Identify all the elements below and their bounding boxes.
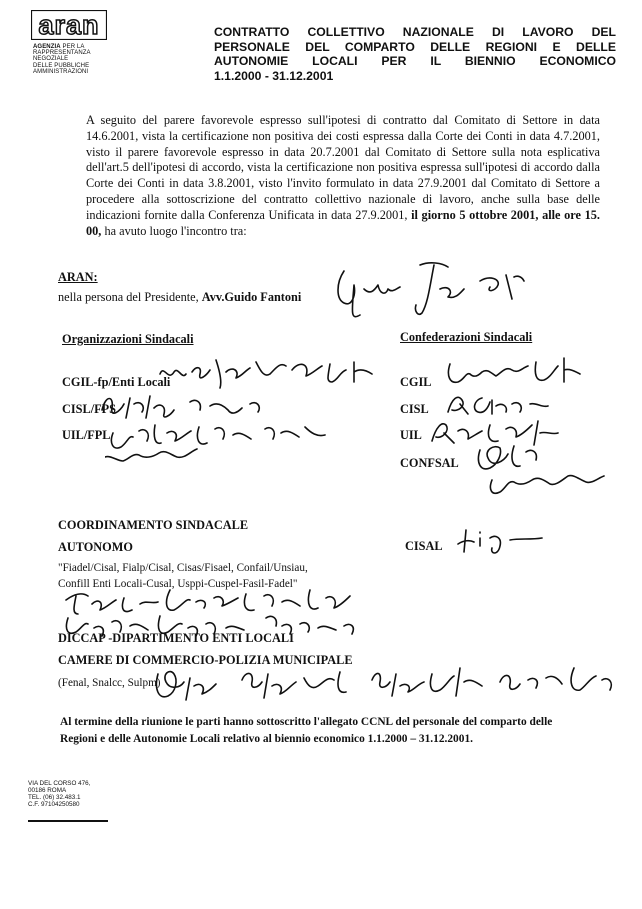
signature-cgil bbox=[440, 352, 590, 392]
agency-name bbox=[33, 44, 91, 75]
confed-cgil: CGIL bbox=[400, 375, 432, 389]
coordination-heading-1: COORDINAMENTO SINDACALE bbox=[58, 518, 249, 532]
intro-text: A seguito del parere favorevole espresso sull'ipotesi di contratto dal Comitato di Settore in data 14.6.2001, vista la certificazione non positiva dei costi espressa dalla Corte dei Conti in data 4.7.2001, visto il parere favorevole espresso in data 20.7.2001 dal Comitato di Settore sulla nota esplicativa dell'art.5 dell'ipotesi di accordo, vista la certificazione non positiva espressa sull'ipotesi di accordo dalla Corte dei Conti in data 3.8.2001, visto l'invito formulato in data 27.9.2001 dal Comitato di Settore a procedere alla sottoscrizione del contratto collettivo nazionale di lavoro, anche sulla base delle indicazioni fornite dalla Conferenza Unificata in data 27.9.2001, bbox=[86, 113, 600, 222]
signature-confsal bbox=[470, 440, 620, 500]
document-title bbox=[214, 25, 616, 83]
address-line: C.F. 97104250580 bbox=[28, 800, 80, 808]
closing-line-1: Al termine della riunione le parti hanno sottoscritto l'allegato CCNL del personale del comparto delle bbox=[60, 716, 553, 728]
address-line: 00186 ROMA bbox=[28, 786, 67, 794]
aran-person-prefix: nella persona del Presidente, bbox=[58, 290, 202, 304]
title-line: 1.1.2000 - 31.12.2001 bbox=[214, 68, 334, 83]
union-cisl-fps: CISL/FPS bbox=[62, 402, 116, 416]
agency-name-bold: AGENZIA bbox=[33, 44, 61, 50]
agency-line: DELLE PUBBLICHE bbox=[33, 62, 90, 69]
camere-heading: CAMERE DI COMMERCIO-POLIZIA MUNICIPALE bbox=[58, 653, 353, 667]
diccap-members: (Fenal, Snalcc, Sulpm) bbox=[58, 677, 161, 689]
organizations-heading: Organizzazioni Sindacali bbox=[62, 332, 194, 346]
aran-logo-mark bbox=[31, 10, 107, 40]
agency-line: RAPPRESENTANZA bbox=[33, 50, 91, 57]
signature-diccap bbox=[150, 660, 630, 716]
title-line: CONTRATTO COLLETTIVO NAZIONALE DI LAVORO DEL bbox=[214, 25, 616, 39]
signature-cisl bbox=[440, 388, 560, 418]
confed-uil: UIL bbox=[400, 428, 422, 442]
intro-paragraph bbox=[86, 113, 600, 239]
signature-uil-fpl bbox=[105, 415, 355, 465]
confed-cisal: CISAL bbox=[405, 539, 443, 553]
signature-president bbox=[330, 255, 560, 325]
confederations-heading: Confederazioni Sindacali bbox=[400, 330, 533, 344]
signature-cisal bbox=[450, 520, 570, 560]
intro-tail: ha avuto luogo l'incontro tra: bbox=[101, 223, 247, 238]
footer-rule bbox=[28, 820, 108, 822]
intro-bold-date: il giorno 5 ottobre 2001, alle ore 15. 00, bbox=[86, 207, 600, 238]
aran-person-name: Avv.Guido Fantoni bbox=[201, 290, 302, 304]
address-line: VIA DEL CORSO 476, bbox=[28, 780, 91, 787]
union-uil-fpl: UIL/FPL bbox=[62, 428, 111, 442]
title-line: PERSONALE DEL COMPARTO DELLE REGIONI E DELLE bbox=[214, 39, 616, 54]
title-line: AUTONOMIE LOCALI PER IL BIENNIO ECONOMICO bbox=[214, 54, 616, 69]
aran-representative bbox=[58, 290, 301, 305]
agency-line: AMMINISTRAZIONI bbox=[33, 68, 89, 75]
aran-heading: ARAN: bbox=[58, 270, 98, 284]
closing-line-2: Regioni e delle Autonomie Locali relativo al biennio economico 1.1.2000 – 31.12.2001. bbox=[60, 733, 473, 745]
footer-address bbox=[28, 781, 90, 809]
union-cgil-fp: CGIL-fp/Enti Locali bbox=[62, 375, 171, 389]
coordination-heading-2: AUTONOMO bbox=[58, 540, 133, 554]
agency-line: PER LA bbox=[62, 44, 85, 50]
coordination-members-line-1: "Fiadel/Cisal, Fialp/Cisal, Cisas/Fisael, Confail/Unsiau, bbox=[58, 562, 308, 574]
address-line: TEL. (06) 32.483.1 bbox=[28, 793, 81, 801]
confed-confsal: CONFSAL bbox=[400, 456, 459, 470]
signature-cgil-fp bbox=[150, 352, 400, 392]
coordination-members-line-2: Confill Enti Locali-Cusal, Usppi-Cuspel-Fasil-Fadel" bbox=[58, 578, 298, 590]
agency-line: NEGOZIALE bbox=[33, 56, 69, 63]
diccap-heading: DICCAP -DIPARTIMENTO ENTI LOCALI bbox=[58, 631, 294, 645]
aran-logo bbox=[31, 10, 107, 40]
aran-logo-text: aran bbox=[38, 10, 100, 40]
confed-cisl: CISL bbox=[400, 402, 429, 416]
